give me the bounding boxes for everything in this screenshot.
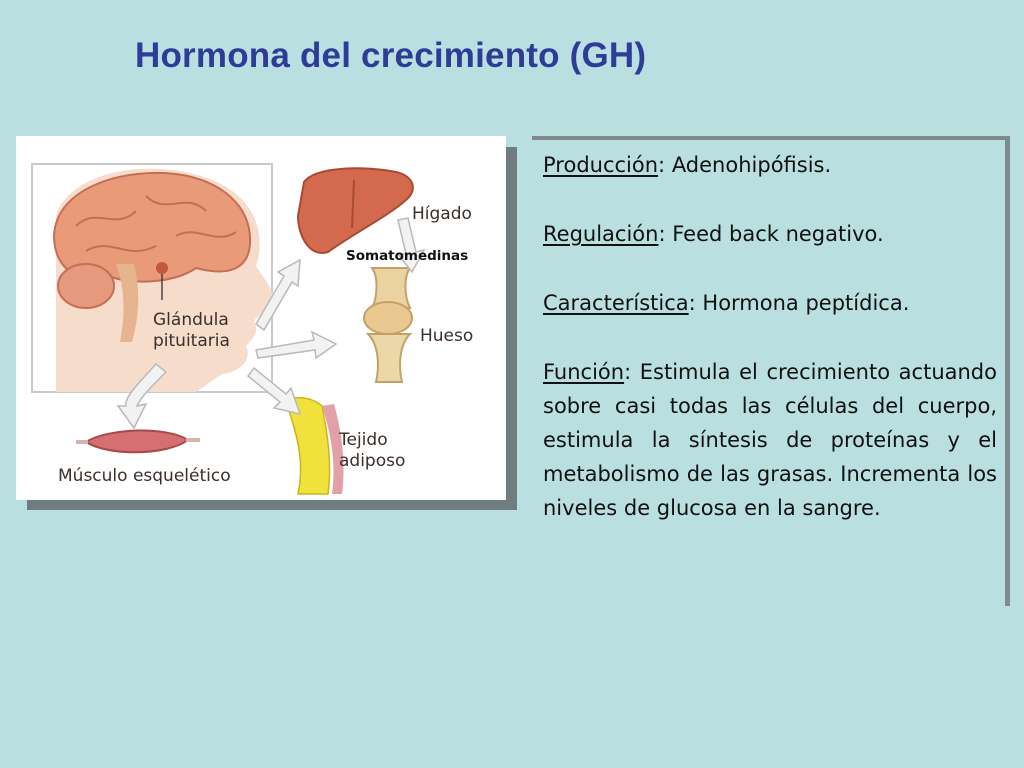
value-caracteristica: Hormona peptídica.: [702, 291, 910, 315]
term-caracteristica: Característica: [543, 291, 689, 315]
label-musculo: Músculo esquelético: [58, 466, 231, 486]
term-regulacion: Regulación: [543, 222, 659, 246]
info-panel: [532, 136, 1010, 606]
label-tejido: Tejido: [339, 430, 388, 450]
bone-tibia: [368, 334, 410, 382]
value-funcion: Estimula el crecimiento actuando sobre casi todas las células del cuerpo, estimula la síntesis de proteínas y el metabolismo de las grasas. Incrementa los niveles de glucosa en la sangre.: [543, 360, 997, 520]
liver: [298, 168, 413, 253]
term-funcion: Función: [543, 360, 625, 384]
skeletal-muscle: [86, 430, 188, 452]
label-adiposo: adiposo: [339, 451, 406, 471]
label-pituitaria: pituitaria: [153, 331, 230, 351]
label-higado: Hígado: [412, 204, 472, 224]
label-hueso: Hueso: [420, 326, 474, 346]
label-somatomedinas: Somatomedinas: [346, 248, 469, 264]
gh-illustration: [16, 136, 506, 500]
slide-title: Hormona del crecimiento (GH): [135, 36, 647, 75]
label-glandula: Glándula: [153, 310, 229, 330]
value-regulacion: Feed back negativo.: [672, 222, 884, 246]
pituitary-gland: [156, 262, 168, 274]
item-produccion: Producción: Adenohipófisis.: [543, 153, 832, 177]
cerebellum: [58, 264, 114, 308]
item-caracteristica: Característica: Hormona peptídica.: [543, 291, 910, 315]
value-produccion: Adenohipófisis.: [671, 153, 832, 177]
item-regulacion: Regulación: Feed back negativo.: [543, 222, 884, 246]
item-funcion: Función: Estimula el crecimiento actuando sobre casi todas las células del cuerpo, estimula la síntesis de proteínas y el metabolismo de las grasas. Incrementa los niveles de glucosa en la sangre.: [543, 360, 997, 520]
term-produccion: Producción: [543, 153, 659, 177]
